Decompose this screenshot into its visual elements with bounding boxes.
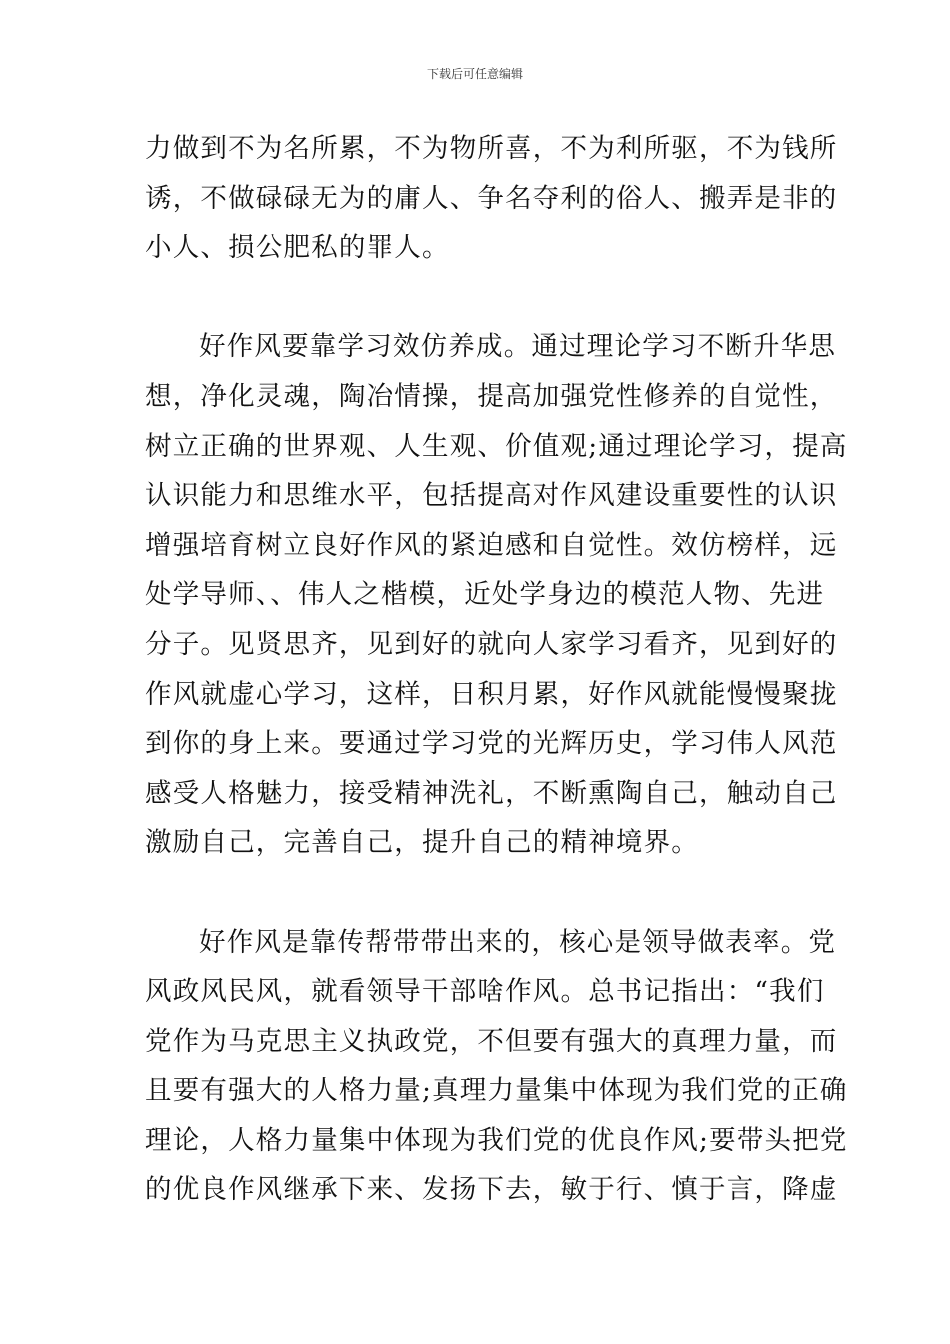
paragraph-gap <box>145 273 807 323</box>
text-line: 到你的身上来。要通过学习党的光辉历史，学习伟人风范 <box>145 728 838 760</box>
page-header: 下载后可任意编辑 <box>426 67 523 81</box>
text-line: 风政风民风，就看领导干部啥作风。总书记指出：“我们 <box>145 976 825 1008</box>
text-line: 的优良作风继承下来、发扬下去，敏于行、慎于言，降虚 <box>145 1174 838 1206</box>
text-line: 党作为马克思主义执政党，不但要有强大的真理力量，而 <box>145 1025 838 1057</box>
text-line: 树立正确的世界观、人生观、价值观;通过理论学习，提高 <box>145 430 848 462</box>
text-line: 增强培育树立良好作风的紧迫感和自觉性。效仿榜样，远 <box>145 529 838 561</box>
text-line: 力做到不为名所累，不为物所喜，不为利所驱，不为钱所 <box>145 133 838 164</box>
text-line: 小人、损公肥私的罪人。 <box>145 232 450 264</box>
text-line: 作风就虚心学习，这样，日积月累，好作风就能慢慢聚拢 <box>145 678 838 710</box>
paragraph-gap <box>145 868 807 918</box>
text-line: 想，净化灵魂，陶冶情操，提高加强党性修养的自觉性， <box>145 380 838 412</box>
text-line: 且要有强大的人格力量;真理力量集中体现为我们党的正确 <box>145 1075 848 1107</box>
text-line-first: 好作风是靠传帮带带出来的，核心是领导做表率。党 <box>199 926 837 958</box>
document-body <box>145 124 848 1215</box>
text-line: 激励自己，完善自己，提升自己的精神境界。 <box>145 827 699 859</box>
paragraph-2 <box>145 322 848 868</box>
paragraph-1 <box>145 124 838 273</box>
text-line: 处学导师、、伟人之楷模，近处学身边的模范人物、先进 <box>145 579 825 611</box>
text-line-first: 好作风要靠学习效仿养成。通过理论学习不断升华思 <box>199 331 837 363</box>
text-line: 理论，人格力量集中体现为我们党的优良作风;要带头把党 <box>145 1124 848 1156</box>
text-line: 诱，不做碌碌无为的庸人、争名夺利的俗人、搬弄是非的 <box>145 182 838 214</box>
text-line: 感受人格魅力，接受精神洗礼，不断熏陶自己，触动自己 <box>145 777 838 809</box>
text-line: 分子。见贤思齐，见到好的就向人家学习看齐，见到好的 <box>145 628 838 660</box>
paragraph-3 <box>145 918 848 1216</box>
text-line: 认识能力和思维水平，包括提高对作风建设重要性的认识 <box>145 480 838 512</box>
